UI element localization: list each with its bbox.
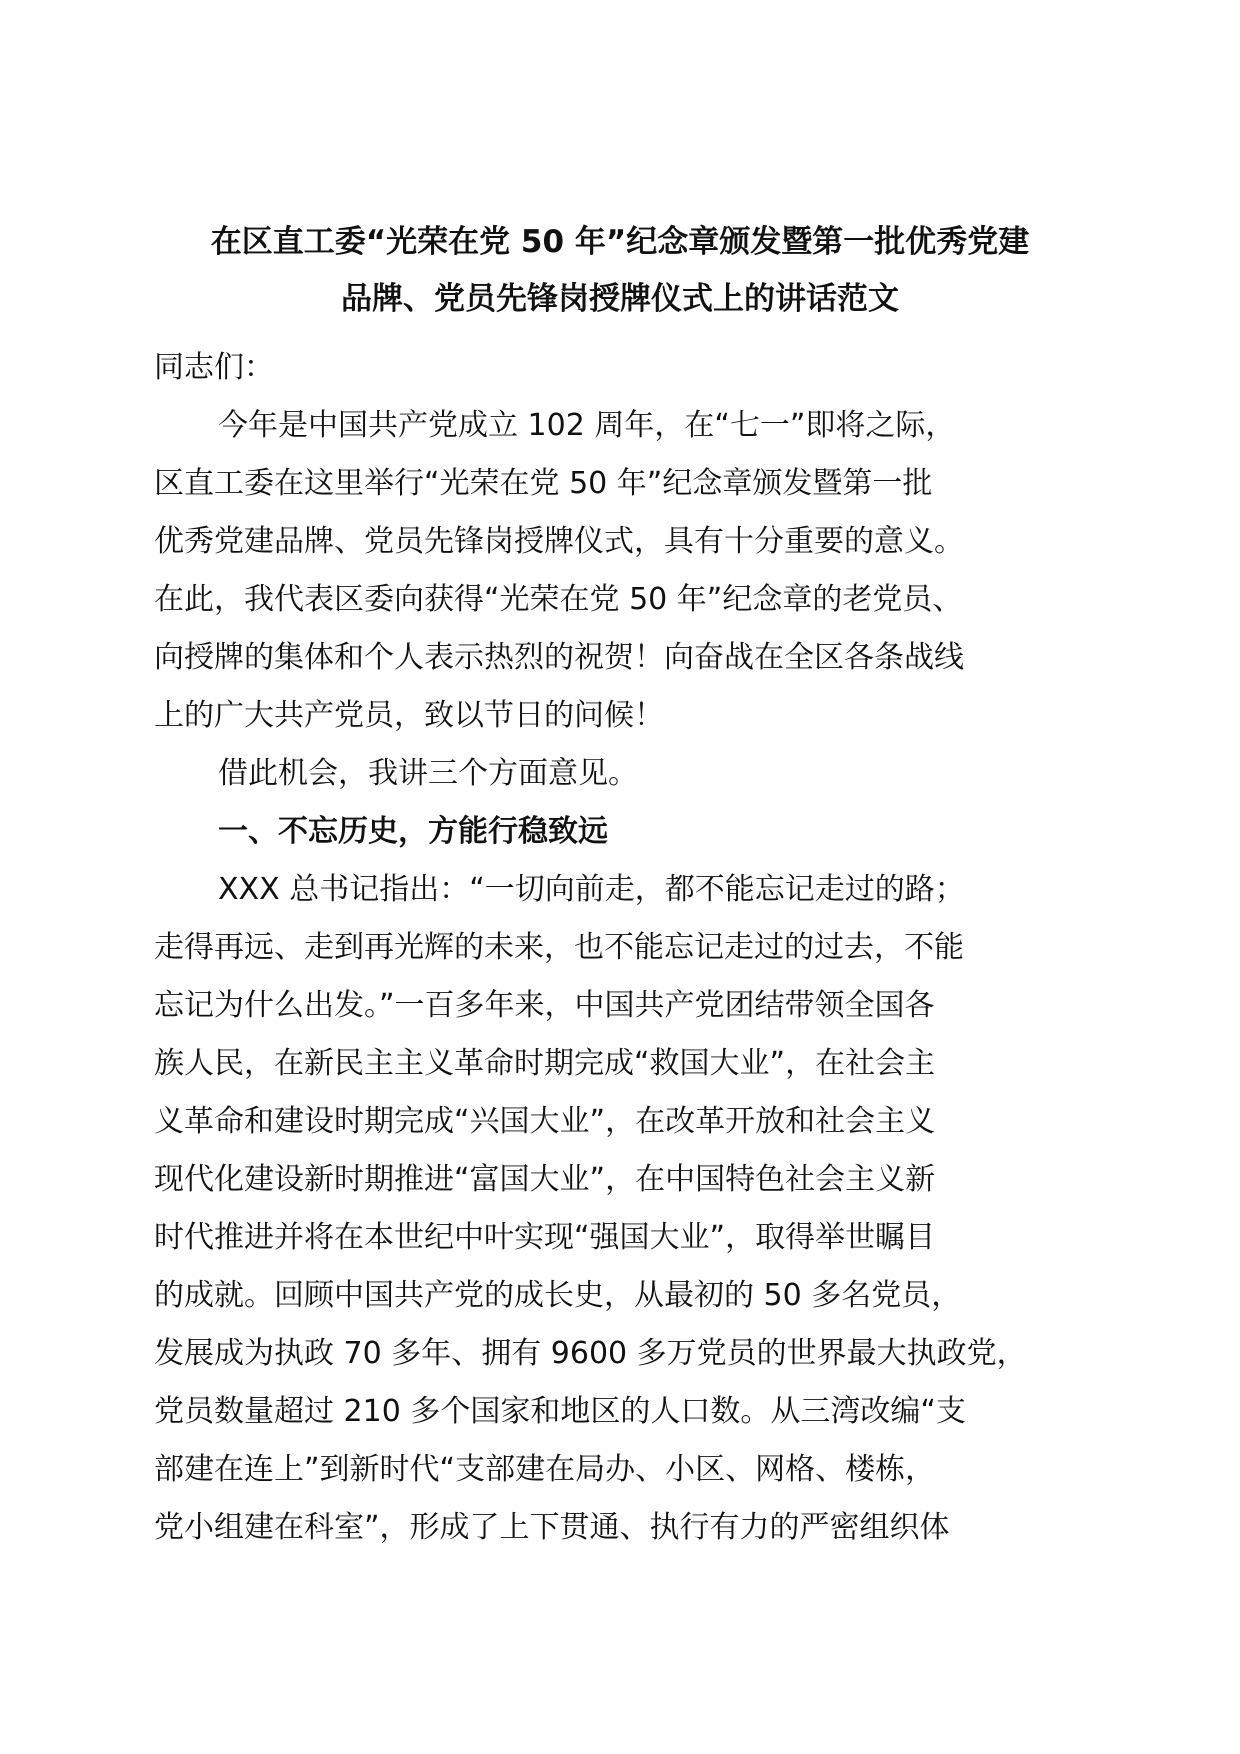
- section-heading: 一、不忘历史，方能行稳致远: [218, 814, 608, 849]
- paragraph-line: 借此机会，我讲三个方面意见。: [218, 756, 638, 791]
- paragraph-line: 党小组建在科室”，形成了上下贯通、执行有力的严密组织体: [154, 1510, 950, 1545]
- paragraph-line: 现代化建设新时期推进“富国大业”，在中国特色社会主义新: [154, 1162, 936, 1197]
- paragraph-line: 族人民，在新民主主义革命时期完成“救国大业”，在社会主: [154, 1046, 936, 1081]
- paragraph-line: 发展成为执政 70 多年、拥有 9600 多万党员的世界最大执政党，: [154, 1336, 1027, 1371]
- paragraph-line: 在此，我代表区委向获得“光荣在党 50 年”纪念章的老党员、: [154, 582, 963, 617]
- paragraph-line: 今年是中国共产党成立 102 周年，在“七一”即将之际，: [218, 408, 956, 443]
- paragraph-line: 上的广大共产党员，致以节日的问候！: [154, 698, 664, 733]
- paragraph-line: 优秀党建品牌、党员先锋岗授牌仪式，具有十分重要的意义。: [154, 524, 964, 559]
- paragraph-line: 向授牌的集体和个人表示热烈的祝贺！向奋战在全区各条战线: [154, 640, 964, 675]
- paragraph-line: 的成就。回顾中国共产党的成长史，从最初的 50 多名党员，: [154, 1278, 962, 1313]
- paragraph-line: XXX 总书记指出：“一切向前走，都不能忘记走过的路；: [218, 872, 965, 907]
- paragraph-line: 义革命和建设时期完成“兴国大业”，在改革开放和社会主义: [154, 1104, 936, 1139]
- paragraph-line: 党员数量超过 210 多个国家和地区的人口数。从三湾改编“支: [154, 1394, 966, 1429]
- paragraph-line: 走得再远、走到再光辉的未来，也不能忘记走过的过去，不能: [154, 930, 964, 965]
- paragraph-line: 时代推进并将在本世纪中叶实现“强国大业”，取得举世瞩目: [154, 1220, 936, 1255]
- salutation: 同志们：: [154, 350, 274, 385]
- paragraph-line: 部建在连上”到新时代“支部建在局办、小区、网格、楼栋，: [154, 1452, 936, 1487]
- document-title-line-2: 品牌、党员先锋岗授牌仪式上的讲话范文: [341, 281, 899, 317]
- document-title-line-1: 在区直工委“光荣在党 50 年”纪念章颁发暨第一批优秀党建: [210, 224, 1030, 260]
- paragraph-line: 区直工委在这里举行“光荣在党 50 年”纪念章颁发暨第一批: [154, 466, 933, 501]
- paragraph-line: 忘记为什么出发。”一百多年来，中国共产党团结带领全国各: [154, 988, 935, 1023]
